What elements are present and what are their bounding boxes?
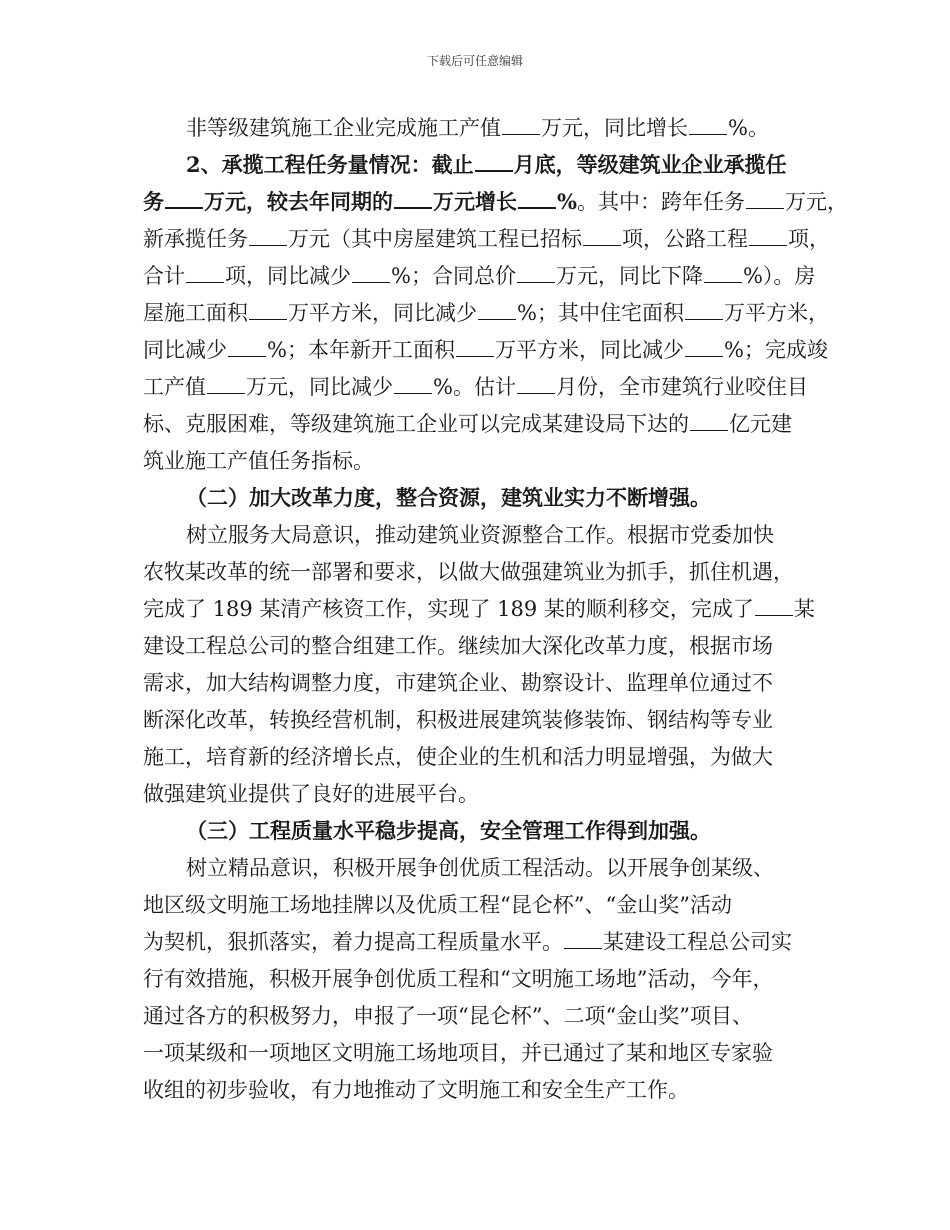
blank-line [165, 191, 203, 209]
blank-line [228, 340, 266, 357]
text-line: 为契机，狠抓落实，着力提高工程质量水平。 某建设工程总公司实 [143, 930, 792, 954]
blank-line [394, 377, 432, 394]
text-line: 2、承揽工程任务量情况：截止 月底，等级建筑业企业承揽任 [186, 152, 787, 177]
text-line: 同比减少 %；本年新开工面积 万平方米，同比减少 %；完成竣 [143, 338, 828, 362]
text-line: 新承揽任务 万元（其中房屋建筑工程已招标 项，公路工程 项， [143, 227, 830, 251]
blank-line [207, 377, 245, 394]
blank-line [517, 377, 555, 394]
section-heading: （三）工程质量水平稳步提高，安全管理工作得到加强。 [186, 818, 711, 843]
blank-line [685, 303, 723, 320]
blank-line [502, 118, 540, 135]
blank-line [475, 154, 513, 172]
text-line: 屋施工面积 万平方米，同比减少 %；其中住宅面积 万平方米， [143, 301, 829, 325]
blank-line [704, 266, 742, 283]
blank-line [755, 599, 793, 616]
blank-line [746, 192, 784, 209]
blank-line [749, 229, 787, 246]
text-line: 做强建筑业提供了良好的进展平台。 [143, 782, 479, 806]
blank-line [583, 229, 621, 246]
text-line: 完成了 189 某清产核资工作，实现了 189 某的顺利移交，完成了 某 [143, 597, 815, 621]
text-line: 地区级文明施工场地挂牌以及优质工程“昆仑杯”、“金山奖”活动 [143, 893, 732, 917]
text-line: 非等级建筑施工企业完成施工产值 万元，同比增长 %。 [186, 116, 769, 140]
blank-line [249, 229, 287, 246]
blank-line [249, 303, 287, 320]
blank-line [186, 266, 224, 283]
blank-line [394, 191, 432, 209]
blank-line [517, 266, 555, 283]
section-heading: （二）加大改革力度，整合资源，建筑业实力不断增强。 [186, 485, 711, 510]
text-line: 行有效措施，积极开展争创优质工程和“文明施工场地”活动，今年， [143, 967, 774, 991]
text-line: 需求，加大结构调整力度，市建筑企业、勘察设计、监理单位通过不 [143, 671, 773, 695]
text-line: 筑业施工产值任务指标。 [143, 449, 374, 473]
text-line: 树立服务大局意识，推动建筑业资源整合工作。根据市党委加快 [186, 523, 774, 547]
blank-line [685, 340, 723, 357]
blank-line [456, 340, 494, 357]
text-line: 务 万元，较去年同期的 万元增长 %。其中：跨年任务 万元， [143, 189, 848, 214]
text-line: 工产值 万元，同比减少 %。估计 月份，全市建筑行业咬住目 [143, 375, 808, 399]
blank-line [518, 191, 556, 209]
blank-line [564, 932, 602, 949]
page-header-note: 下载后可任意编辑 [426, 54, 523, 68]
blank-line [690, 414, 728, 431]
text-line: 收组的初步验收，有力地推动了文明施工和安全生产工作。 [143, 1078, 689, 1102]
text-line: 断深化改革，转换经营机制，积极进展建筑装修装饰、钢结构等专业 [143, 708, 773, 732]
text-line: 建设工程总公司的整合组建工作。继续加大深化改革力度，根据市场 [143, 634, 773, 658]
blank-line [689, 118, 727, 135]
text-line: 树立精品意识，积极开展争创优质工程活动。以开展争创某级、 [186, 856, 774, 880]
text-line: 一项某级和一项地区文明施工场地项目，并已通过了某和地区专家验 [143, 1041, 773, 1065]
blank-line [478, 303, 516, 320]
text-line: 施工，培育新的经济增长点，使企业的生机和活力明显增强，为做大 [143, 745, 773, 769]
text-line: 农牧某改革的统一部署和要求，以做大做强建筑业为抓手，抓住机遇， [143, 560, 794, 584]
text-line: 通过各方的积极努力，申报了一项“昆仑杯”、二项“金山奖”项目、 [143, 1004, 753, 1028]
text-line: 合计 项，同比减少 %；合同总价 万元，同比下降 %）。房 [143, 264, 816, 288]
blank-line [352, 266, 390, 283]
text-line: 标、克服困难，等级建筑施工企业可以完成某建设局下达的 亿元建 [143, 412, 792, 436]
